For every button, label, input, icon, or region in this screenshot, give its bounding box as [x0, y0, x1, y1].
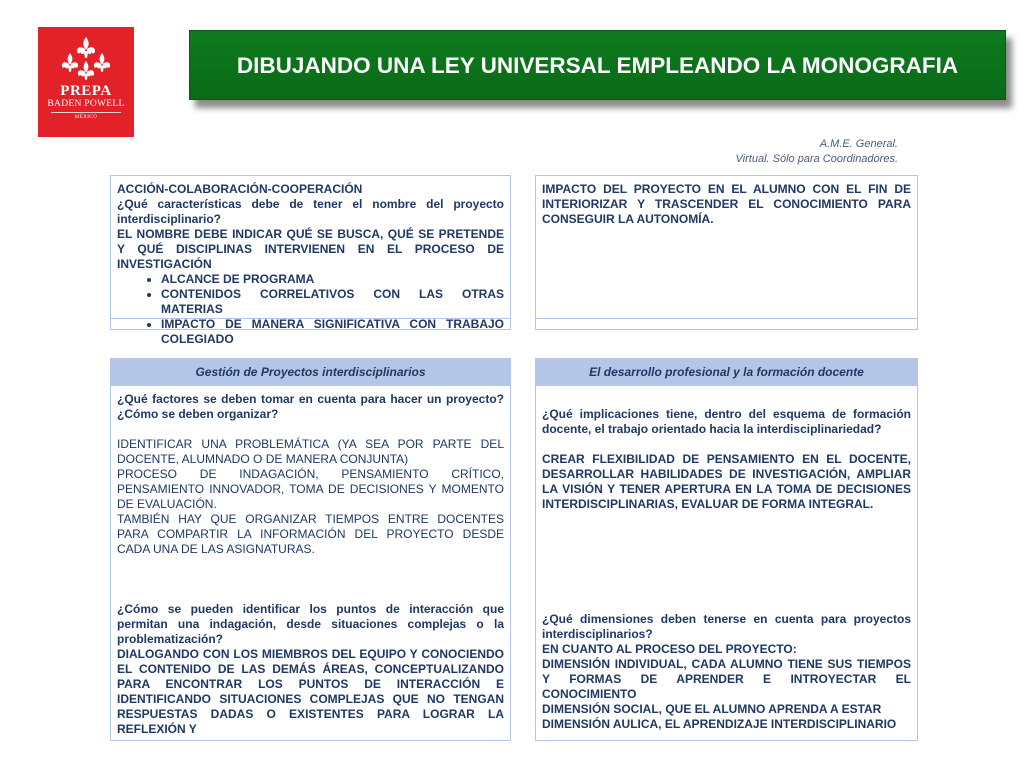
- box1-question: ¿Qué características debe de tener el nombre del proyecto interdisciplinario?: [117, 197, 504, 226]
- box1-title: ACCIÓN-COLABORACIÓN-COOPERACIÓN: [117, 182, 363, 196]
- box4-question-1: ¿Qué implicaciones tiene, dentro del esquema de formación docente, el trabajo orientado hacia la interdisciplinariedad?: [542, 407, 911, 436]
- school-logo: [38, 27, 134, 137]
- box4-line-3: DIMENSIÓN SOCIAL, QUE EL ALUMNO APRENDA A ESTAR: [542, 702, 882, 716]
- box-desarrollo-profesional: [535, 358, 918, 741]
- box1-answer: EL NOMBRE DEBE INDICAR QUÉ SE BUSCA, QUÉ SE PRETENDE Y QUÉ DISCIPLINAS INTERVIENEN EN EL PROCESO DE INVESTIGACIÓN: [117, 227, 504, 271]
- fleur-de-lis-icon: [56, 33, 116, 83]
- box3-answer-4: DIALOGANDO CON LOS MIEMBROS DEL EQUIPO Y CONOCIENDO EL CONTENIDO DE LAS DEMÁS ÁREAS, CONCEPTUALIZANDO PARA ENCONTRAR LOS PUNTOS DE INTERACCIÓN E IDENTIFICANDO SITUACIONES COMPLEJAS QUE NO TENGAN RESPUESTAS DADAS O EXISTENTES PARA LOGRAR LA REFLEXIÓN Y: [117, 647, 504, 736]
- box1-bullet-list: [117, 272, 504, 347]
- box2-divider: [536, 318, 917, 319]
- logo-line-3: MÉXICO: [74, 115, 98, 120]
- logo-line-1: PREPA: [60, 83, 112, 99]
- box1-bullet: • IMPACTO DE MANERA SIGNIFICATIVA CON TRABAJO COLEGIADO: [161, 317, 504, 347]
- box-gestion-proyectos: [110, 358, 511, 741]
- box4-answer-1: CREAR FLEXIBILIDAD DE PENSAMIENTO EN EL DOCENTE, DESARROLLAR HABILIDADES DE INVESTIGACIÓN, AMPLIAR LA VISIÓN Y TENER APERTURA EN LA TOMA DE DECISIONES INTERDISCIPLINARIAS, EVALUAR DE FORMA INTEGRAL.: [542, 452, 911, 511]
- box4-line-1: EN CUANTO AL PROCESO DEL PROYECTO:: [542, 642, 797, 656]
- box-accion-colaboracion: [110, 175, 511, 346]
- box4-question-2: ¿Qué dimensiones deben tenerse en cuenta para proyectos interdisciplinarios?: [542, 612, 911, 641]
- box2-text: IMPACTO DEL PROYECTO EN EL ALUMNO CON EL FIN DE INTERIORIZAR Y TRASCENDER EL CONOCIMIENTO PARA CONSEGUIR LA AUTONOMÍA.: [542, 182, 911, 226]
- meta-note: [736, 137, 898, 167]
- logo-line-2: BADEN POWELL: [47, 99, 125, 109]
- box4-line-2: DIMENSIÓN INDIVIDUAL, CADA ALUMNO TIENE SUS TIEMPOS Y FORMAS DE APRENDER E INTROYECTAR EL CONOCIMIENTO: [542, 657, 911, 701]
- box3-question-1: ¿Qué factores se deben tomar en cuenta para hacer un proyecto? ¿Cómo se deben organizar?: [117, 392, 504, 421]
- box3-answer-3: TAMBIÉN HAY QUE ORGANIZAR TIEMPOS ENTRE DOCENTES PARA COMPARTIR LA INFORMACIÓN DEL PROYECTO DESDE CADA UNA DE LAS ASIGNATURAS.: [117, 512, 504, 556]
- box3-question-2: ¿Cómo se pueden identificar los puntos de interacción que permitan una indagación, desde situaciones complejas o la problematización?: [117, 602, 504, 646]
- box1-divider: [111, 318, 510, 319]
- box3-header: Gestión de Proyectos interdisciplinarios: [111, 359, 510, 386]
- meta-line-2: Virtual. Sólo para Coordinadores.: [735, 153, 898, 165]
- title-banner: DIBUJANDO UNA LEY UNIVERSAL EMPLEANDO LA MONOGRAFIA: [189, 30, 1006, 100]
- box-impacto: [535, 175, 918, 330]
- box3-answer-2: PROCESO DE INDAGACIÓN, PENSAMIENTO CRÍTICO, PENSAMIENTO INNOVADOR, TOMA DE DECISIONES Y MOMENTO DE EVALUACIÓN.: [117, 467, 504, 511]
- box1-bullet: • CONTENIDOS CORRELATIVOS CON LAS OTRAS MATERIAS: [161, 287, 504, 317]
- box1-bullet: • ALCANCE DE PROGRAMA: [161, 272, 504, 287]
- meta-line-1: A.M.E. General.: [819, 138, 898, 150]
- box4-header: El desarrollo profesional y la formación docente: [536, 359, 917, 386]
- logo-divider: [51, 112, 121, 113]
- box3-answer-1: IDENTIFICAR UNA PROBLEMÁTICA (YA SEA POR PARTE DEL DOCENTE, ALUMNADO O DE MANERA CONJUNTA): [117, 437, 504, 466]
- box4-line-4: DIMENSIÓN AULICA, EL APRENDIZAJE INTERDISCIPLINARIO: [542, 717, 897, 731]
